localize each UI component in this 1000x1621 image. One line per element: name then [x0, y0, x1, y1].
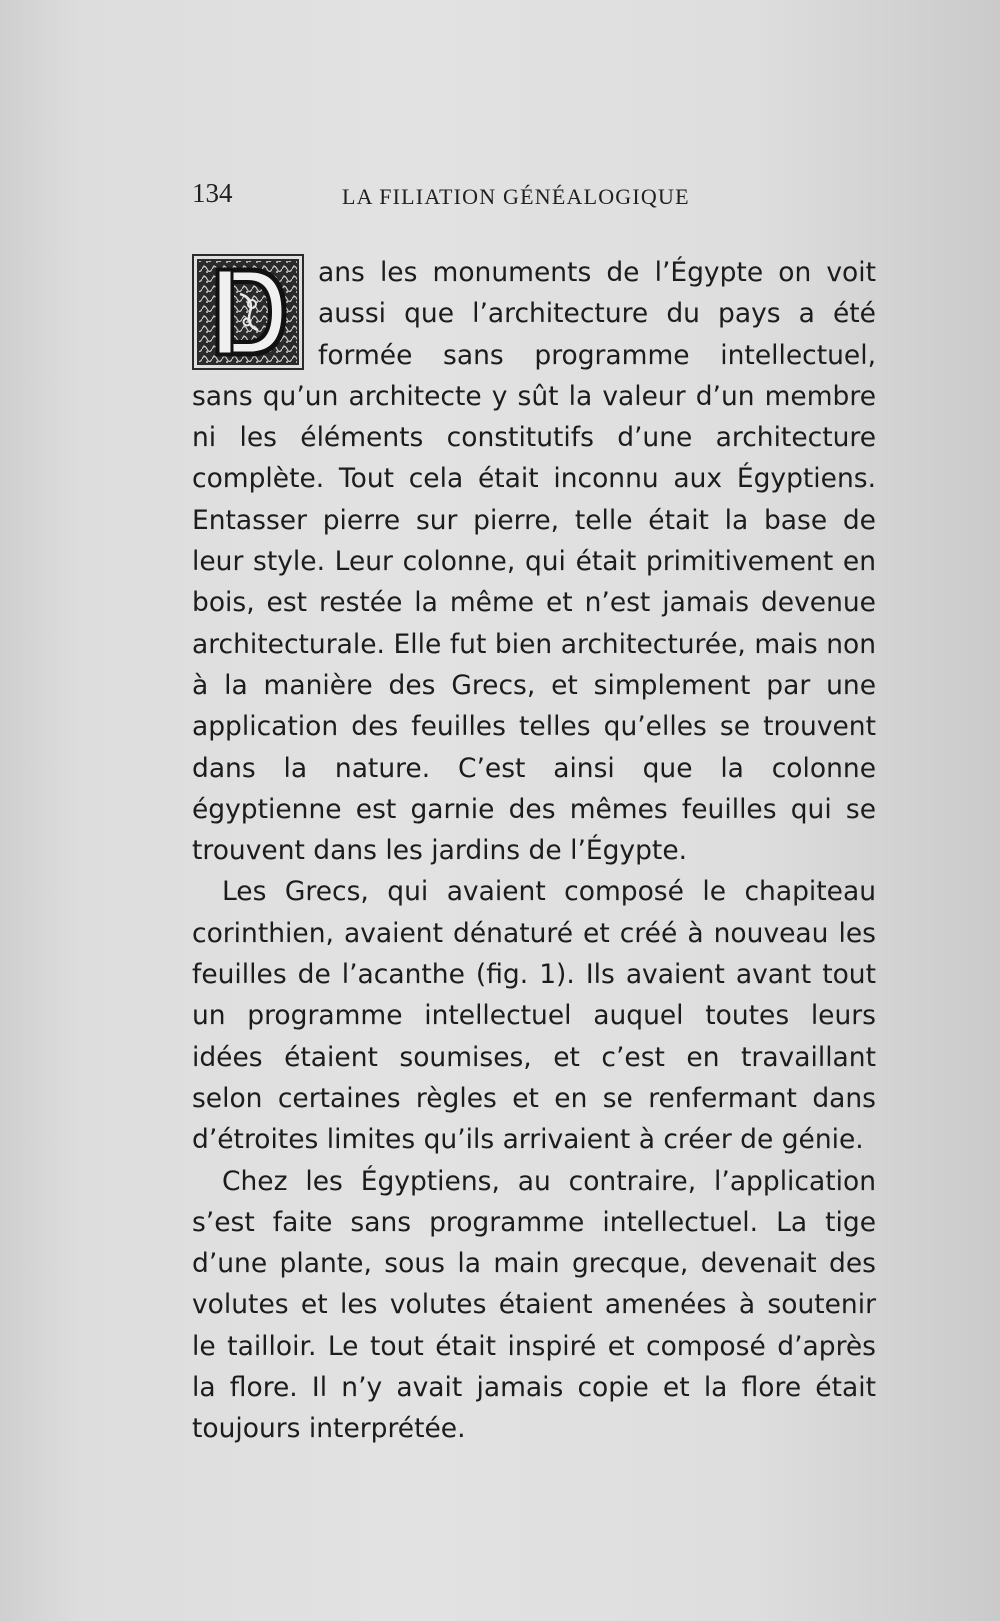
paragraph-2: Les Grecs, qui avaient composé le chapiteau corinthien, avaient dénaturé et créé à nouveau les feuilles de l’acanthe (fig. 1). Ils avaient avant tout un programme intellectuel auquel toutes leurs idées étaient soumises, et c’est en travaillant selon certaines règles et en se renfermant dans d’étroites limites qu’ils arrivaient à créer de génie. — [192, 876, 876, 1156]
page-number: 134 — [192, 178, 233, 208]
body-text — [192, 252, 876, 1450]
ornamental-drop-cap-d — [192, 254, 304, 370]
paragraph-1-text: ans les monuments de l’Égypte on voit aussi que l’architecture du pays a été formée sans programme intellectuel, sans qu’un architecte y sût la valeur d’un membre ni les éléments constitutifs d’une architecture complète. Tout cela était inconnu aux Égyptiens. Entasser pierre sur pierre, telle était la base de leur style. Leur colonne, qui était primitivement en bois, est restée la même et n’est jamais devenue architecturale. Elle fut bien architecturée, mais non à la manière des Grecs, et simplement par une application des feuilles telles qu’elles se trouvent dans la nature. C’est ainsi que la colonne égyptienne est garnie des mêmes feuilles qui se trouvent dans les jardins de l’Égypte. — [192, 257, 876, 867]
ornamental-initial-icon — [192, 254, 304, 370]
paragraph-1 — [192, 252, 876, 871]
running-head — [192, 178, 732, 218]
paragraph-3: Chez les Égyptiens, au contraire, l’application s’est faite sans programme intellectuel. La tige d’une plante, sous la main grecque, devenait des volutes et les volutes étaient amenées à soutenir le tailloir. Le tout était inspiré et composé d’après la flore. Il n’y avait jamais copie et la flore était toujours interprétée. — [192, 1165, 876, 1445]
running-title: LA FILIATION GÉNÉALOGIQUE — [342, 184, 690, 209]
